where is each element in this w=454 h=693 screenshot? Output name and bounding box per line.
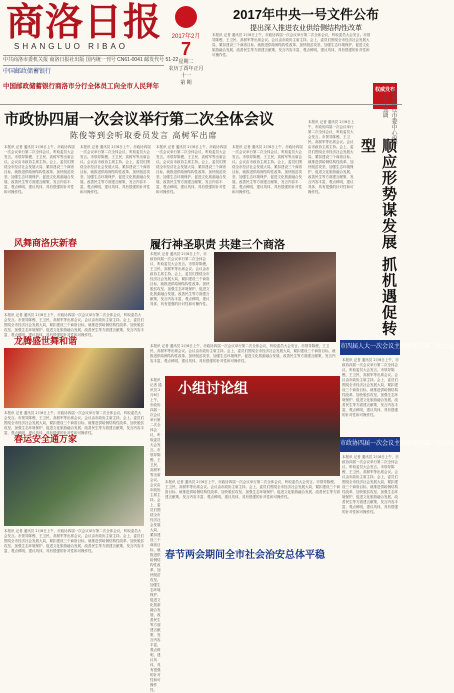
discussion-body: 本报讯 记者 通讯员 2月6日上午，市政协四届一次会议举行第二次全体会议，听取委员大会发言。市领导陈俊、王卫民、高树军等出席会议。会议由市政协主席主持。会上，委员们围绕全市经济社会发展大局，紧扣建设三个商洛目标，就推进供给侧结构性改革、加快脱贫攻坚、加强生态环境保护、促进文化旅游融合发展、改善民生等方面建言献策，发言内容丰富，观点鲜明，建议具体，具有很强的针对性和可操作性。 bbox=[165, 480, 340, 499]
main-story-headline: 市政协四届一次会议举行第二次全体会议 bbox=[4, 111, 275, 128]
top-story-headline: 2017年中央一号文件公布 bbox=[233, 7, 379, 22]
bank-name: 中国邮政储蓄银行 bbox=[3, 69, 52, 75]
mid-story-body: 本报讯 记者 通讯员 2月6日上午，市政协四届一次会议举行第二次全体会议，听取委员大会发言。市领导陈俊、王卫民、高树军等出席会议。会议由市政协主席主持。会上，委员们围绕全市经济社会发展大局，紧扣建设三个商洛目标，就推进供给侧结构性改革、加快脱贫攻坚、加强生态环境保护、促进文化旅游融合发展、改善民生等方面建言献策，发言内容丰富，观点鲜明，建议具体，具有很强的针对性和可操作性。 bbox=[150, 252, 210, 306]
main-story-body-col3: 本报讯 记者 通讯员 2月6日上午，市政协四届一次会议举行第二次全体会议，听取委员大会发言。市领导陈俊、王卫民、高树军等出席会议。会议由市政协主席主持。会上，委员们围绕全市经济社会发展大局，紧扣建设三个商洛目标，就推进供给侧结构性改革、加快脱贫攻坚、加强生态环境保护、促进文化旅游融合发展、改善民生等方面建言献策，发言内容丰富，观点鲜明，建议具体，具有很强的针对性和可操作性。 bbox=[156, 145, 227, 194]
cppcc-meeting-body: 本报讯 记者 通讯员 2月6日上午，市政协四届一次会议举行第二次全体会议，听取委员大会发言。市领导陈俊、王卫民、高树军等出席会议。会议由市政协主席主持。会上，委员们围绕全市经济社会发展大局，紧扣建设三个商洛目标，就推进供给侧结构性改革、加快脱贫攻坚、加强生态环境保护、促进文化旅游融合发展、改善民生等方面建言献策，发言内容丰富，观点鲜明，建议具体，具有很强的针对性和可操作性。 bbox=[342, 455, 399, 514]
section-title-3: 春运安全通万家 bbox=[14, 435, 78, 445]
traffic-police-photo bbox=[4, 446, 144, 526]
cppcc-meeting-banner: 市政协四届一次会议主席团举行第三次会议 bbox=[340, 437, 400, 452]
date-day: 7 bbox=[180, 39, 191, 59]
side-story-title: 顺应形势谋发展 抓机遇促转型 bbox=[359, 138, 398, 337]
meeting-photo bbox=[214, 252, 336, 342]
top-story-body: 本报讯 记者 通讯员 2月6日上午，市政协四届一次会议举行第二次全体会议，听取委员大会发言。市领导陈俊、王卫民、高树军等出席会议。会议由市政协主席主持。会上，委员们围绕全市经济社会发展大局，紧扣建设三个商洛目标，就推进供给侧结构性改革、加快脱贫攻坚、加强生态环境保护、促进文化旅游融合发展、改善民生等方面建言献策，发言内容丰富，观点鲜明，建议具体，具有很强的针对性和可操作性。 bbox=[212, 33, 371, 57]
date-lunar: 农历丁酉年正月十一 bbox=[168, 66, 204, 79]
mid-story-headline: 履行神圣职责 共建三个商洛 bbox=[150, 239, 286, 251]
lion-dance-photo bbox=[4, 348, 144, 408]
photo-caption-3: 本报讯 记者 通讯员 2月6日上午，市政协四届一次会议举行第二次全体会议，听取委员大会发言。市领导陈俊、王卫民、高树军等出席会议。会议由市政协主席主持。会上，委员们围绕全市经济社会发展大局，紧扣建设三个商洛目标，就推进供给侧结构性改革、加快脱贫攻坚、加强生态环境保护、促进文化旅游融合发展、改善民生等方面建言献策，发言内容丰富，观点鲜明，建议具体，具有很强的针对性和可操作性。 bbox=[4, 529, 144, 553]
section-title-1: 风舞商洛庆新春 bbox=[14, 239, 78, 249]
bottom-story-headline: 春节两会期间全市社会治安总体平稳 bbox=[165, 550, 325, 561]
discussion-caption: 本报讯 记者 通讯员 2月6日上午，市政协四届一次会议举行第二次全体会议，听取委员大会发言。市领导陈俊、王卫民、高树军等出席会议。会议由市政协主席主持。会上，委员们围绕全市经济社会发展大局，紧扣建设三个商洛目标，就推进供给侧结构性改革、加快脱贫攻坚、加强生态环境保护、促进文化旅游融合发展、改善民生等方面建言献策，发言内容丰富，观点鲜明，建议具体，具有很强的针对性和可操作性。 bbox=[150, 378, 162, 692]
main-story-subheadline: 陈俊等到会听取委员发言 高树军出席 bbox=[70, 131, 218, 140]
side-story-body: 本报讯 记者 通讯员 2月6日上午，市政协四届一次会议举行第二次全体会议，听取委员大会发言。市领导陈俊、王卫民、高树军等出席会议。会议由市政协主席主持。会上，委员们围绕全市经济社会发展大局，紧扣建设三个商洛目标，就推进供给侧结构性改革、加快脱贫攻坚、加强生态环境保护、促进文化旅游融合发展、改善民生等方面建言献策，发言内容丰富，观点鲜明，建议具体，具有很强的针对性和可操作性。 bbox=[308, 120, 355, 194]
photo-caption-2: 本报讯 记者 通讯员 2月6日上午，市政协四届一次会议举行第二次全体会议，听取委员大会发言。市领导陈俊、王卫民、高树军等出席会议。会议由市政协主席主持。会上，委员们围绕全市经济社会发展大局，紧扣建设三个商洛目标，就推进供给侧结构性改革、加快脱贫攻坚、加强生态环境保护、促进文化旅游融合发展、改善民生等方面建言献策，发言内容丰富，观点鲜明，建议具体，具有很强的针对性和可操作性。 bbox=[4, 411, 144, 435]
discussion-banner-text: 小组讨论组 bbox=[178, 380, 248, 396]
congress-meeting-banner: 市四届人大一次会议主席团举行第二次会议 bbox=[340, 340, 400, 355]
photo-caption-1: 本报讯 记者 通讯员 2月6日上午，市政协四届一次会议举行第二次全体会议，听取委员大会发言。市领导陈俊、王卫民、高树军等出席会议。会议由市政协主席主持。会上，委员们围绕全市经济社会发展大局，紧扣建设三个商洛目标，就推进供给侧结构性改革、加快脱贫攻坚、加强生态环境保护、促进文化旅游融合发展、改善民生等方面建言献策，发言内容丰富，观点鲜明，建议具体，具有很强的针对性和可操作性。 bbox=[4, 313, 144, 337]
main-story-body-col1: 本报讯 记者 通讯员 2月6日上午，市政协四届一次会议举行第二次全体会议，听取委员大会发言。市领导陈俊、王卫民、高树军等出席会议。会议由市政协主席主持。会上，委员们围绕全市经济社会发展大局，紧扣建设三个商洛目标，就推进供给侧结构性改革、加快脱贫攻坚、加强生态环境保护、促进文化旅游融合发展、改善民生等方面建言献策，发言内容丰富，观点鲜明，建议具体，具有很强的针对性和可操作性。 bbox=[4, 145, 75, 194]
authority-tag: 权威发布 bbox=[373, 83, 397, 109]
top-story-subheadline: 提出深入推进农业供给侧结构性改革 bbox=[250, 25, 362, 32]
masthead-info-bar: 中共商洛市委机关报 商洛日报社出版 国内统一刊号 CN61-0041 邮发代号 51-22 bbox=[3, 55, 164, 66]
side-story-quote: 何毅虎在市委中心组学习会上强调 bbox=[381, 88, 397, 148]
date-year-month: 2017年2月 bbox=[171, 34, 201, 40]
newspaper-logo-icon bbox=[175, 6, 197, 28]
mid-story-body-2: 本报讯 记者 通讯员 2月6日上午，市政协四届一次会议举行第二次全体会议，听取委员大会发言。市领导陈俊、王卫民、高树军等出席会议。会议由市政协主席主持。会上，委员们围绕全市经济社会发展大局，紧扣建设三个商洛目标，就推进供给侧结构性改革、加快脱贫攻坚、加强生态环境保护、促进文化旅游融合发展、改善民生等方面建言献策，发言内容丰富，观点鲜明，建议具体，具有很强的针对性和可操作性。 bbox=[150, 344, 336, 363]
dragon-dance-photo bbox=[4, 250, 144, 310]
date-box bbox=[168, 2, 204, 100]
divider-top bbox=[0, 104, 402, 105]
main-story-body-col2: 本报讯 记者 通讯员 2月6日上午，市政协四届一次会议举行第二次全体会议，听取委员大会发言。市领导陈俊、王卫民、高树军等出席会议。会议由市政协主席主持。会上，委员们围绕全市经济社会发展大局，紧扣建设三个商洛目标，就推进供给侧结构性改革、加快脱贫攻坚、加强生态环境保护、促进文化旅游融合发展、改善民生等方面建言献策，发言内容丰富，观点鲜明，建议具体，具有很强的针对性和可操作性。 bbox=[80, 145, 151, 194]
main-story-body-col4: 本报讯 记者 通讯员 2月6日上午，市政协四届一次会议举行第二次全体会议，听取委员大会发言。市领导陈俊、王卫民、高树军等出席会议。会议由市政协主席主持。会上，委员们围绕全市经济社会发展大局，紧扣建设三个商洛目标，就推进供给侧结构性改革、加快脱贫攻坚、加强生态环境保护、促进文化旅游融合发展、改善民生等方面建言献策，发言内容丰富，观点鲜明，建议具体，具有很强的针对性和可操作性。 bbox=[232, 145, 303, 194]
date-weekday: 星期二 bbox=[178, 59, 194, 65]
section-title-2: 龙腾盛世舞和谐 bbox=[14, 337, 78, 347]
congress-meeting-body: 本报讯 记者 通讯员 2月6日上午，市政协四届一次会议举行第二次全体会议，听取委员大会发言。市领导陈俊、王卫民、高树军等出席会议。会议由市政协主席主持。会上，委员们围绕全市经济社会发展大局，紧扣建设三个商洛目标，就推进供给侧结构性改革、加快脱贫攻坚、加强生态环境保护、促进文化旅游融合发展、改善民生等方面建言献策，发言内容丰富，观点鲜明，建议具体，具有很强的针对性和可操作性。 bbox=[342, 358, 399, 417]
bank-slogan: 中国邮政储蓄银行商洛市分行全体员工向全市人民拜年 bbox=[3, 83, 159, 90]
masthead-title: 商洛日报 bbox=[6, 0, 163, 44]
issue-number: 第 期 bbox=[180, 80, 192, 86]
masthead-pinyin: SHANGLUO RIBAO bbox=[14, 42, 129, 51]
